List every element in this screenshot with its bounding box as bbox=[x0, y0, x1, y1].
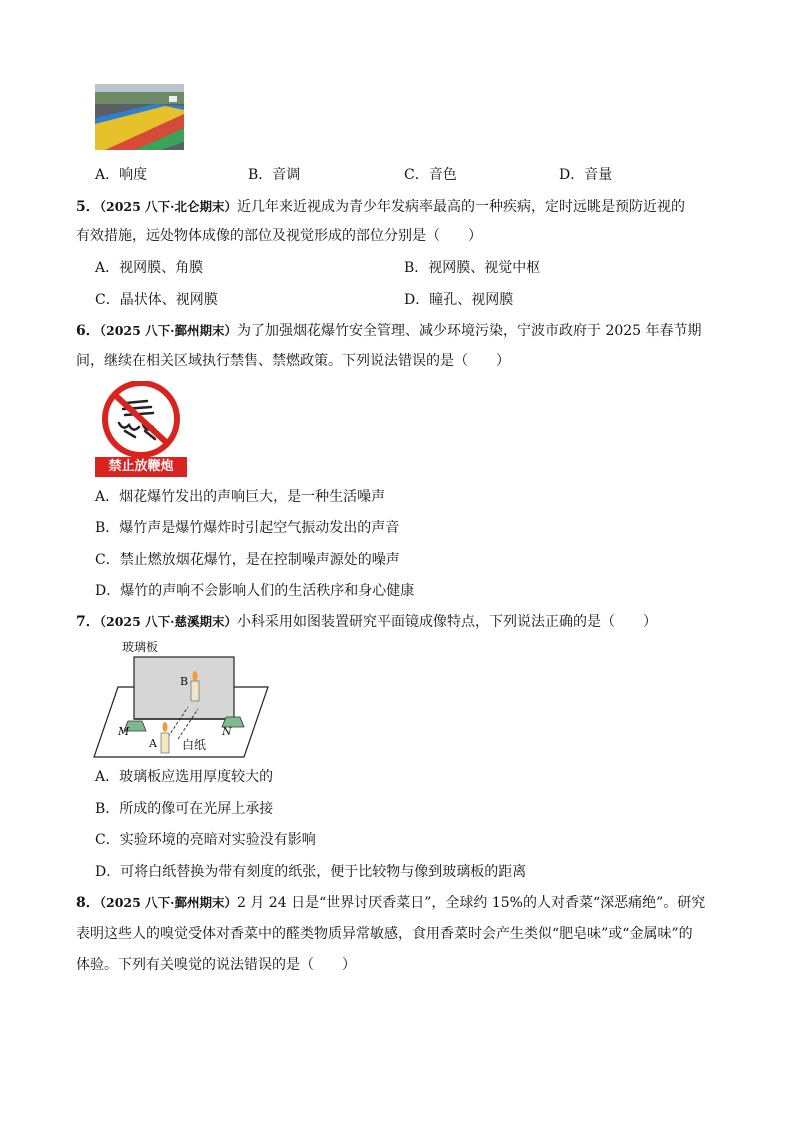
q6-option-b: B．爆竹声是爆竹爆炸时引起空气振动发出的声音 bbox=[95, 520, 400, 536]
q4-option-c: C．音色 bbox=[404, 167, 457, 183]
q5-stem-line1: 近几年来近视成为青少年发病率最高的一种疾病，定时远眺是预防近视的 bbox=[237, 199, 685, 215]
glass-label: 玻璃板 bbox=[122, 640, 159, 654]
paper-label: 白纸 bbox=[182, 738, 207, 752]
q6-stem-line2: 间，继续在相关区域执行禁售、禁燃政策。下列说法错误的是（ ） bbox=[76, 353, 510, 369]
q6-stem bbox=[76, 321, 702, 341]
q8-stem-line1: 2 月 24 日是“世界讨厌香菜日”，全球约 15%的人对香菜“深恶痛绝”。研究 bbox=[237, 895, 706, 911]
q6-option-a: A．烟花爆竹发出的声响巨大，是一种生活噪声 bbox=[95, 489, 386, 505]
q7-option-d: D．可将白纸替换为带有刻度的纸张，便于比较物与像到玻璃板的距离 bbox=[95, 864, 527, 880]
label-a: A bbox=[149, 737, 157, 750]
q5-stem-line2: 有效措施，远处物体成像的部位及视觉形成的部位分别是（ ） bbox=[76, 228, 482, 244]
sign-label: 禁止放鞭炮 bbox=[95, 457, 187, 477]
label-n: N bbox=[222, 725, 232, 738]
q7-option-b: B．所成的像可在光屏上承接 bbox=[95, 801, 274, 817]
q6-option-c: C．禁止燃放烟花爆竹，是在控制噪声源处的噪声 bbox=[95, 552, 400, 568]
q7-number: 7． bbox=[76, 614, 100, 630]
q5-option-c: C．晶状体、视网膜 bbox=[95, 292, 218, 308]
q6-number: 6． bbox=[76, 323, 100, 339]
road-photo bbox=[95, 84, 184, 150]
q8-stem-line3: 体验。下列有关嗅觉的说法错误的是（ ） bbox=[76, 957, 356, 973]
q5-number: 5． bbox=[76, 199, 100, 215]
q7-option-a: A．玻璃板应选用厚度较大的 bbox=[95, 769, 274, 785]
no-firecracker-sign bbox=[95, 381, 187, 477]
q8-number: 8． bbox=[76, 895, 100, 911]
q8-source: （2025 八下·鄞州期末） bbox=[99, 895, 237, 910]
q5-option-b: B．视网膜、视觉中枢 bbox=[404, 260, 541, 276]
q6-source: （2025 八下·鄞州期末） bbox=[99, 323, 237, 338]
mirror-experiment-diagram bbox=[92, 637, 272, 759]
q4-option-d: D．音量 bbox=[559, 167, 613, 183]
q7-option-c: C．实验环境的亮暗对实验没有影响 bbox=[95, 832, 316, 848]
q5-option-a: A．视网膜、角膜 bbox=[95, 260, 204, 276]
q7-stem bbox=[76, 612, 657, 632]
label-m: M bbox=[118, 725, 130, 738]
q8-stem-line2: 表明这些人的嗅觉受体对香菜中的醛类物质异常敏感，食用香菜时会产生类似“肥皂味”或“金属味”的 bbox=[76, 926, 693, 942]
q7-source: （2025 八下·慈溪期末） bbox=[99, 614, 237, 629]
q6-option-d: D．爆竹的声响不会影响人们的生活秩序和身心健康 bbox=[95, 583, 415, 599]
label-b: B bbox=[180, 675, 189, 688]
q8-stem bbox=[76, 893, 705, 913]
q6-stem-line1: 为了加强烟花爆竹安全管理、减少环境污染，宁波市政府于 2025 年春节期 bbox=[237, 323, 702, 339]
q5-option-d: D．瞳孔、视网膜 bbox=[404, 292, 514, 308]
q5-source: （2025 八下·北仑期末） bbox=[99, 199, 237, 214]
q7-stem-line1: 小科采用如图装置研究平面镜成像特点，下列说法正确的是（ ） bbox=[237, 614, 657, 630]
q5-stem bbox=[76, 197, 685, 217]
q4-option-a: A．响度 bbox=[95, 167, 148, 183]
q4-option-b: B．音调 bbox=[248, 167, 301, 183]
